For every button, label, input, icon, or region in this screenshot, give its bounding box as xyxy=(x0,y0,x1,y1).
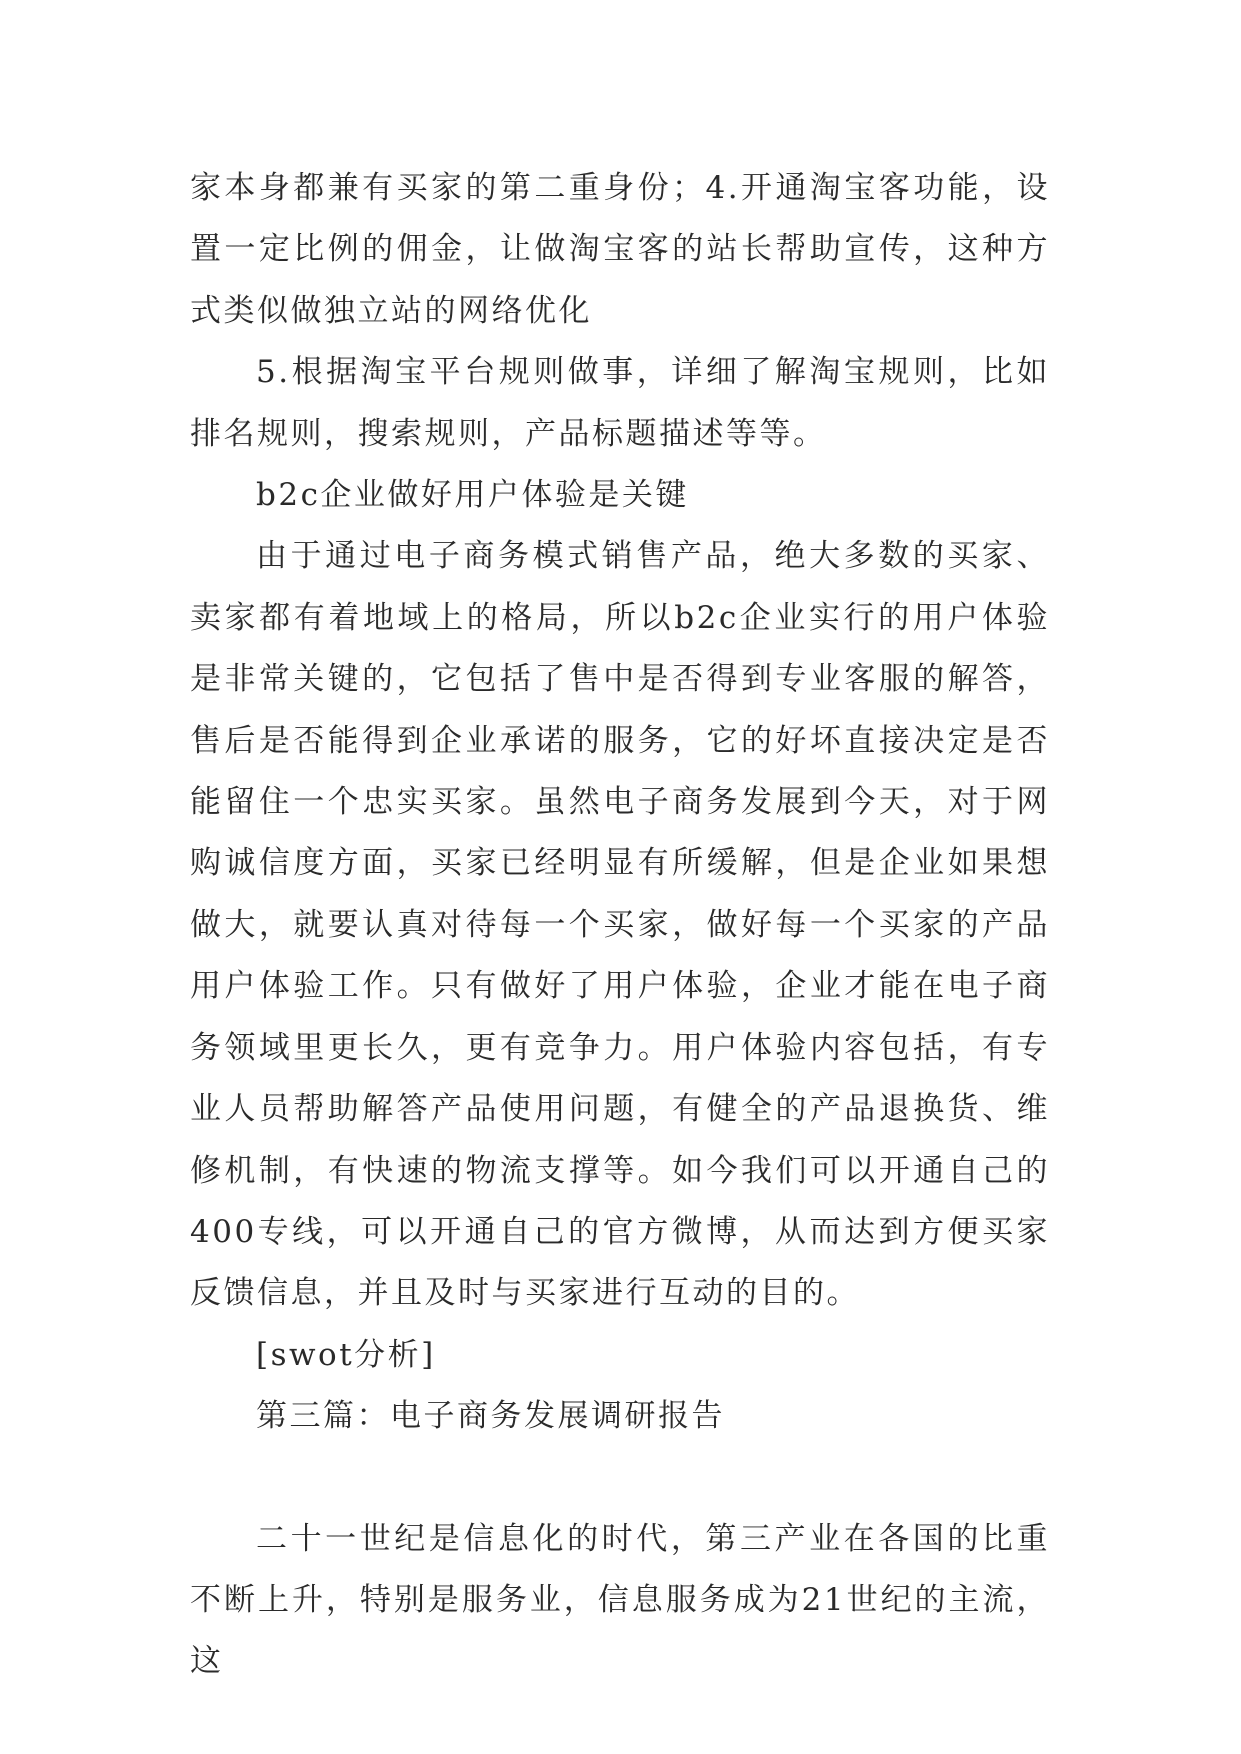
section-heading-b2c: b2c企业做好用户体验是关键 xyxy=(256,477,689,514)
document-body xyxy=(190,158,1050,1693)
paragraph-user-experience: 由于通过电子商务模式销售产品，绝大多数的买家、卖家都有着地域上的格局，所以b2c企业实行的用户体验是非常关键的，它包括了售中是否得到专业客服的解答，售后是否能得到企业承诺的服务，它的好坏直接决定是否能留住一个忠实买家。虽然电子商务发展到今天，对于网购诚信度方面，买家已经明显有所缓解，但是企业如果想做大，就要认真对待每一个买家，做好每一个买家的产品用户体验工作。只有做好了用户体验，企业才能在电子商务领域里更长久，更有竞争力。用户体验内容包括，有专业人员帮助解答产品使用问题，有健全的产品退换货、维修机制，有快速的物流支撑等。如今我们可以开通自己的400专线，可以开通自己的官方微博，从而达到方便买家反馈信息，并且及时与买家进行互动的目的。 xyxy=(190,538,1050,1312)
paragraph-taobao-rules: 5.根据淘宝平台规则做事，详细了解淘宝规则，比如排名规则，搜索规则，产品标题描述等等。 xyxy=(190,354,1050,452)
section-label-swot: [swot分析] xyxy=(256,1336,436,1373)
blank-line xyxy=(190,1448,1050,1509)
chapter-title: 第三篇：电子商务发展调研报告 xyxy=(256,1398,725,1435)
paragraph-information-age: 二十一世纪是信息化的时代，第三产业在各国的比重不断上升，特别是服务业，信息服务成为21世纪的主流，这 xyxy=(190,1520,1050,1680)
paragraph-taobao-ke: 家本身都兼有买家的第二重身份；4.开通淘宝客功能，设置一定比例的佣金，让做淘宝客的站长帮助宣传，这种方式类似做独立站的网络优化 xyxy=(190,170,1050,329)
